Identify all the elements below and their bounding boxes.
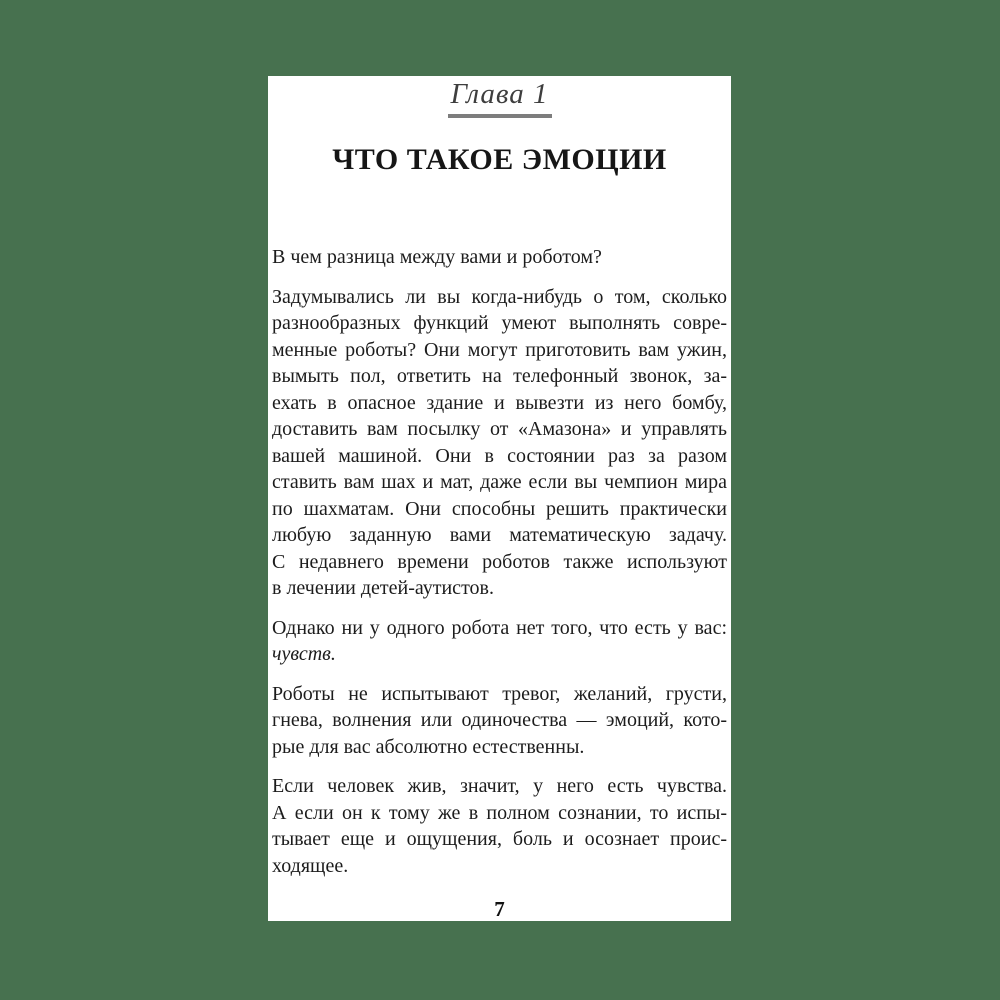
- chapter-label: Глава 1: [450, 78, 549, 110]
- text-line: Задумывались ли вы когда-нибудь о том, сколько: [272, 285, 727, 308]
- text-line: вымыть пол, ответить на телефонный звонок, за-: [272, 365, 727, 387]
- body-text: [272, 244, 727, 879]
- text-line: Однако ни у одного робота нет того, что есть у вас:: [272, 616, 727, 639]
- text-line: тывает еще и ощущения, боль и осознает проис-: [272, 828, 727, 850]
- text-line: В чем разница между вами и роботом?: [272, 246, 602, 268]
- text-line: рые для вас абсолютно естественны.: [272, 735, 585, 758]
- text-line: А если он к тому же в полном сознании, то испы-: [272, 801, 727, 824]
- text-line: доставить вам посылку от «Амазона» и управлять: [272, 418, 727, 440]
- text-line: С недавнего времени роботов также используют: [272, 550, 727, 573]
- paragraph: [272, 773, 727, 879]
- text-line: вашей машиной. Они в состоянии раз за разом: [272, 444, 727, 467]
- text-line: в лечении детей-аутистов.: [272, 577, 494, 599]
- paragraph: [272, 244, 727, 271]
- text-line: гнева, волнения или одиночества — эмоций, кото-: [272, 709, 727, 731]
- page-title: ЧТО ТАКОЕ ЭМОЦИИ: [332, 143, 667, 176]
- chapter-divider: [448, 114, 552, 118]
- book-page: [268, 76, 731, 921]
- page-number: 7: [494, 897, 505, 921]
- text-line: менные роботы? Они могут приготовить вам ужин,: [272, 338, 727, 361]
- text-line: разнообразных функций умеют выполнять совре-: [272, 312, 727, 334]
- text-line: Роботы не испытывают тревог, желаний, грусти,: [272, 682, 727, 705]
- paragraph: [272, 681, 727, 761]
- paragraph: [272, 615, 727, 668]
- paragraph: [272, 284, 727, 602]
- text-line: ставить вам шах и мат, даже если вы чемпион мира: [272, 471, 727, 493]
- text-line: по шахматам. Они способны решить практически: [272, 497, 727, 520]
- text-line: любую заданную вами математическую задачу.: [272, 524, 727, 546]
- text-line: Если человек жив, значит, у него есть чувства.: [272, 775, 727, 797]
- text-line: ходящее.: [272, 854, 349, 877]
- text-line: ехать в опасное здание и вывезти из него бомбу,: [272, 391, 727, 414]
- text-line: чувств.: [272, 643, 336, 665]
